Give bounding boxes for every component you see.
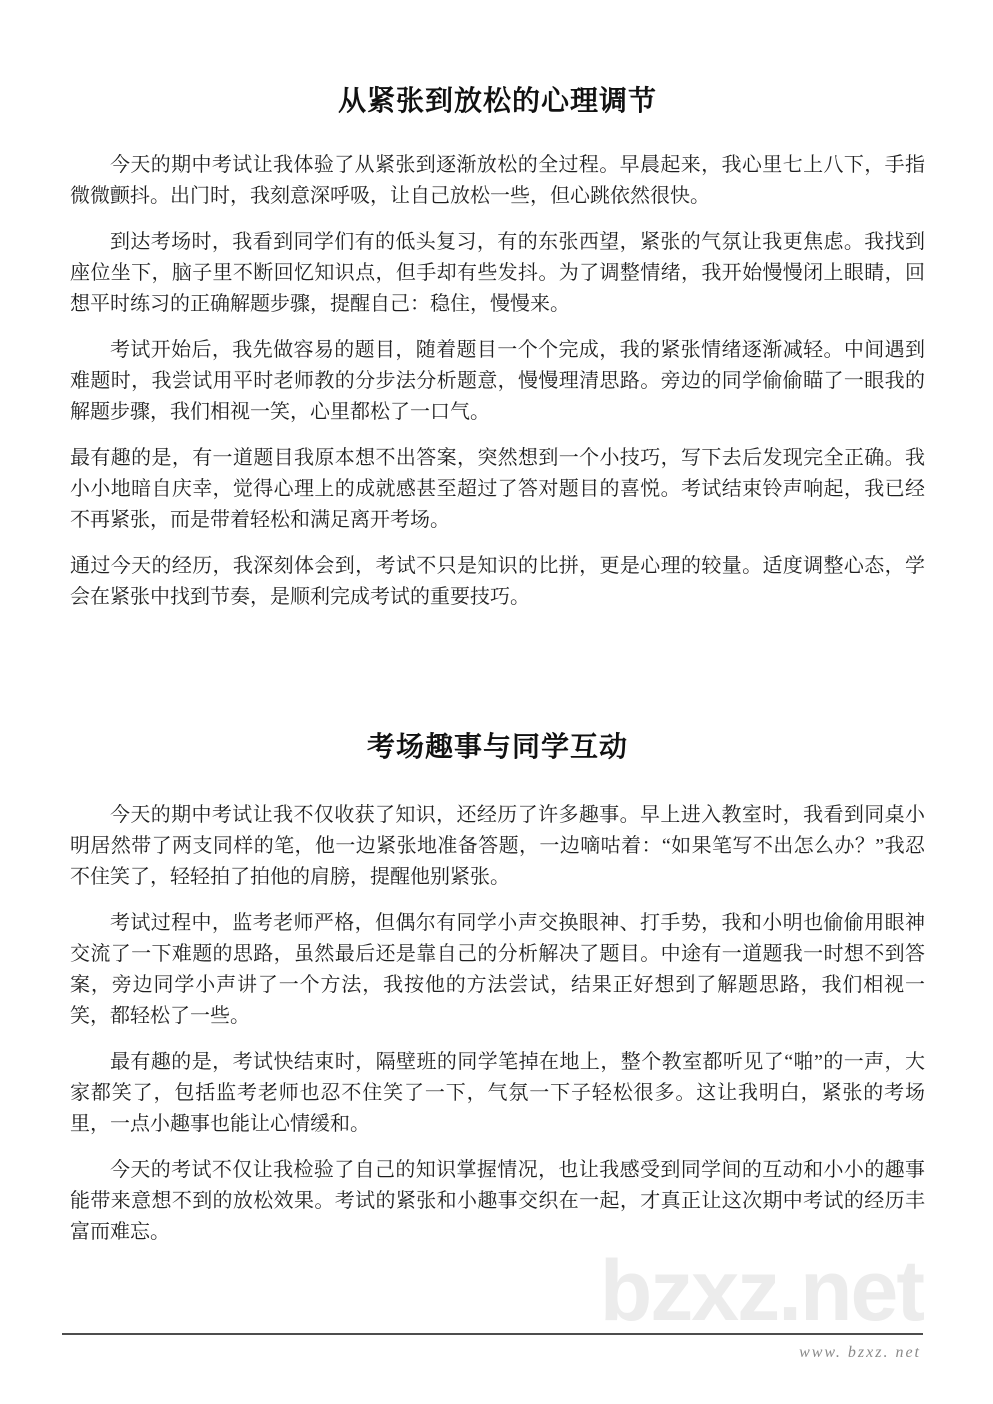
footer-url: www. bzxz. net [799, 1344, 921, 1361]
essay-2-paragraph-4: 今天的考试不仅让我检验了自己的知识掌握情况，也让我感受到同学间的互动和小小的趣事能带来意想不到的放松效果。考试的紧张和小趣事交织在一起，才真正让这次期中考试的经历丰富而难忘。 [70, 1159, 925, 1243]
site-watermark: bzxz.net [599, 1243, 923, 1339]
essay-2-title: 考场趣事与同学互动 [366, 731, 628, 762]
essay-section-2 [70, 628, 925, 1248]
essay-1-title: 从紧张到放松的心理调节 [337, 85, 657, 116]
essay-1-paragraph-1: 今天的期中考试让我体验了从紧张到逐渐放松的全过程。早晨起来，我心里七上八下，手指微微颤抖。出门时，我刻意深呼吸，让自己放松一些，但心跳依然很快。 [70, 154, 925, 207]
essay-1-paragraph-4: 最有趣的是，有一道题目我原本想不出答案，突然想到一个小技巧，写下去后发现完全正确。我小小地暗自庆幸，觉得心理上的成就感甚至超过了答对题目的喜悦。考试结束铃声响起，我已经不再紧张，而是带着轻松和满足离开考场。 [70, 447, 925, 531]
essay-2-paragraph-3: 最有趣的是，考试快结束时，隔壁班的同学笔掉在地上，整个教室都听见了“啪”的一声，大家都笑了，包括监考老师也忍不住笑了一下，气氛一下子轻松很多。这让我明白，紧张的考场里，一点小趣事也能让心情缓和。 [70, 1051, 925, 1135]
essay-1-paragraph-5: 通过今天的经历，我深刻体会到，考试不只是知识的比拼，更是心理的较量。适度调整心态，学会在紧张中找到节奏，是顺利完成考试的重要技巧。 [70, 555, 925, 608]
footer-divider [62, 1333, 923, 1335]
essay-2-paragraph-2: 考试过程中，监考老师严格，但偶尔有同学小声交换眼神、打手势，我和小明也偷偷用眼神交流了一下难题的思路，虽然最后还是靠自己的分析解决了题目。中途有一道题我一时想不到答案，旁边同学小声讲了一个方法，我按他的方法尝试，结果正好想到了解题思路，我们相视一笑，都轻松了一些。 [70, 912, 925, 1027]
essay-2-paragraph-1: 今天的期中考试让我不仅收获了知识，还经历了许多趣事。早上进入教室时，我看到同桌小明居然带了两支同样的笔，他一边紧张地准备答题，一边嘀咕着：“如果笔写不出怎么办？”我忍不住笑了，轻轻拍了拍他的肩膀，提醒他别紧张。 [70, 804, 925, 888]
essay-section-1 [70, 0, 925, 613]
essay-1-paragraph-2: 到达考场时，我看到同学们有的低头复习，有的东张西望，紧张的气氛让我更焦虑。我找到座位坐下，脑子里不断回忆知识点，但手却有些发抖。为了调整情绪，我开始慢慢闭上眼睛，回想平时练习的正确解题步骤，提醒自己：稳住，慢慢来。 [70, 231, 925, 315]
essay-1-paragraph-3: 考试开始后，我先做容易的题目，随着题目一个个完成，我的紧张情绪逐渐减轻。中间遇到难题时，我尝试用平时老师教的分步法分析题意，慢慢理清思路。旁边的同学偷偷瞄了一眼我的解题步骤，我们相视一笑，心里都松了一口气。 [70, 339, 925, 423]
